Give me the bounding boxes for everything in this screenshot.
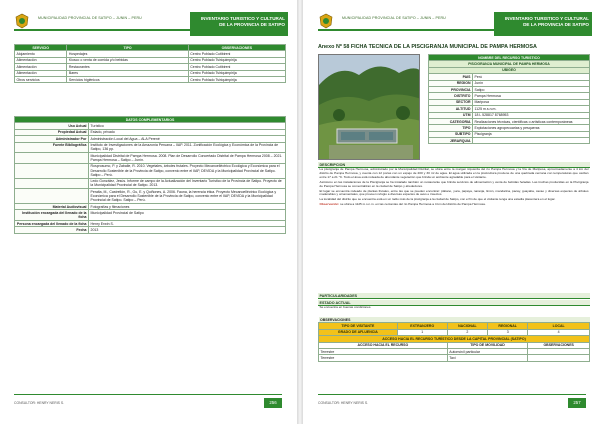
header-title-line1: INVENTARIO TURISTICO Y CULTURAL <box>504 16 589 21</box>
table-cell: Centro Poblado Cutibireni <box>188 64 285 70</box>
table-cell: Terrestre <box>319 355 448 361</box>
table-cell: Hospedajes <box>67 51 188 57</box>
header-rule <box>14 29 190 31</box>
field-value: Realizaciones técnicas, científicas o artísticas contemporáneas <box>473 118 590 124</box>
visitor-col-header: LOCAL <box>528 323 590 329</box>
field-value: Junín <box>473 80 590 86</box>
field-label: JERARQUIA <box>429 138 473 144</box>
note-text: se ubica a 1125 m.s.n.m. en las cercanías del río Pampa Hermosa a 4 km del distrito de Pampa Hermosa. <box>340 201 486 206</box>
field-value: Instituto de Investigaciones de la Amazonía Peruana – IIAP. 2011. Zonificación Ecológica y Económica de la Provincia de Satipo, 136 pp. <box>89 142 286 153</box>
field-label <box>15 153 89 164</box>
table-cell: 4 <box>528 329 590 335</box>
page-header <box>14 12 288 40</box>
field-label: Propiedad Actual <box>15 129 89 135</box>
description-note <box>318 202 590 207</box>
complementary-data-header: DATOS COMPLEMENTARIOS <box>15 117 286 123</box>
particularities-block <box>318 293 590 299</box>
field-label <box>15 163 89 178</box>
field-label: DISTRITO <box>429 93 473 99</box>
fish-farm-photo <box>318 54 420 160</box>
table-row <box>15 153 286 164</box>
municipality-name: MUNICIPALIDAD PROVINCIAL DE SATIPO – JUNIN – PERU <box>38 16 142 20</box>
field-label: SECTOR <box>429 99 473 105</box>
municipality-name: MUNICIPALIDAD PROVINCIAL DE SATIPO – JUNIN – PERU <box>342 16 446 20</box>
field-value: Ledo González, Jesús. Informe de campo de la Actualización del Inventario Turístico de la Provincia de Satipo. Proyecto de la Municipalidad Provincial de Satipo. 2013. <box>89 178 286 189</box>
table-cell: Restaurantes <box>67 64 188 70</box>
field-label: PAIS <box>429 74 473 80</box>
field-label <box>15 178 89 189</box>
header-title-line1: INVENTARIO TURISTICO Y CULTURAL <box>200 16 285 21</box>
field-label: CATEGORIA <box>429 118 473 124</box>
table-cell: 1 <box>397 329 447 335</box>
field-label: Persona encargada del llenado de la ficha <box>15 220 89 226</box>
header-title-box <box>494 12 592 36</box>
table-cell: Automóvil particular <box>447 348 528 354</box>
consultant-credit: CONSULTOR: HENRY NERIS S. <box>14 401 65 405</box>
table-row <box>15 178 286 189</box>
field-value: Turístico <box>89 123 286 129</box>
description-paragraph: La piscigranja de Pampa Hermosa, administrado por la Municipalidad Distrital, se ubica entre la margen izquierda del río Pampa Hermosa y la Vía de Mariposa, aproximadamente a 4 km del distrito de Pampa Hermosa, y cuenta con 12 pozas con un espejo de 200 y 30 m² de agua. El agua utilizada en la piscicultura proviene de una quebrada cercana con temperaturas que oscilan entre 17 a 21 °C. Todo el área está rodeada de abundante vegetación que brinda un ambiente agradable para el visitante. <box>319 167 589 180</box>
table-row <box>15 142 286 153</box>
page-header <box>318 12 592 40</box>
table-cell: Centro Poblado Tsiriquimpirija <box>188 76 285 82</box>
landscape-photo-icon <box>319 55 420 160</box>
page-footer <box>318 394 586 408</box>
field-value: Rosprosumo, P. y Zaballe, R. 2010. Vegetales, árboles frutales. Proyecto Mecanoelléctrico Ecológica y Económica para el Desarrollo Sostenible de la Provincia de Satipo, convenio entre el IIAP, DEVIDA y la Municipalidad Provincial de Satipo. Satipo – Perú. <box>89 163 286 178</box>
description-block <box>318 162 590 272</box>
field-label: UTM <box>429 112 473 118</box>
table-cell: Kiosco o venta de comida y/o bebidas <box>67 57 188 63</box>
services-col-header: TIPO <box>67 45 188 51</box>
field-value: Administración Local del Agua – ALA Perené <box>89 136 286 142</box>
state-header: ESTADO ACTUAL <box>318 300 590 306</box>
visitor-col-header: EXTRANJERO <box>397 323 447 329</box>
field-value: Pampa Hermosa <box>473 93 590 99</box>
description-paragraph: La localidad del distrito que se encuentra está en un radio más de la piscigranja a la ciudad de Satipo, con el fin de que el visitante tenga una estadía placentera en el lugar. <box>319 197 556 202</box>
field-value <box>473 138 590 144</box>
table-cell <box>528 355 590 361</box>
page-number: 257 <box>568 398 586 408</box>
field-value: Henry Erwin S. <box>89 220 286 226</box>
header-title-line2: DE LA PROVINCIA DE SATIPO <box>219 22 285 27</box>
services-col-header: OBSERVACIONES <box>188 45 285 51</box>
services-col-header: SERVICIO <box>15 45 67 51</box>
table-cell: 3 <box>488 329 528 335</box>
table-cell: Centro Poblado Cutibireni <box>188 51 285 57</box>
consultant-credit: CONSULTOR: HENRY NERIS S. <box>318 401 369 405</box>
municipality-logo-icon <box>14 13 30 29</box>
field-label: Fecha <box>15 227 89 233</box>
table-cell: Alimentación <box>15 70 67 76</box>
table-cell: Alojamiento <box>15 51 67 57</box>
field-label: Administrador Por <box>15 136 89 142</box>
sheet-title: Anexo Nº 58 FICHA TECNICA DE LA PISCIGRANJA MUNICIPAL DE PAMPA HERMOSA <box>318 44 537 50</box>
table-cell: Bares <box>67 70 188 76</box>
resource-name: PISCIGRANJA MUNICIPAL DE PAMPA HERMOSA <box>429 61 590 67</box>
field-value: 18 L 528817 8768953 <box>473 112 590 118</box>
state-block <box>318 300 590 310</box>
left-page <box>0 0 296 424</box>
table-cell: Taxi <box>447 355 528 361</box>
field-value: Municipalidad Provincial de Satipo <box>89 210 286 221</box>
table-row <box>15 227 286 233</box>
visitor-col-header: NACIONAL <box>447 323 487 329</box>
field-label: Material Audiovisual <box>15 203 89 209</box>
table-cell: Centro Poblado Tsiriquimpirija <box>188 57 285 63</box>
field-value: Peralta, M., Castrellón, R., Gu, E. y Quiñones, A. 2006. Fauna, la herencia ética. Proyecto Mecanoelléctrico Ecológica y Económica para el Desarrollo Sostenible de la Provincia de Satipo, convenio entre el IIAP, DEVIDA y la Municipalidad Provincial de Satipo. Satipo – Perú. <box>89 189 286 204</box>
access-header: ACCESO HACIA EL RECURSO TURÍSTICO DESDE LA CAPITAL PROVINCIAL (SATIPO) <box>319 336 590 342</box>
field-value: 1125 m.s.n.m. <box>473 106 590 112</box>
field-label: ALTITUD <box>429 106 473 112</box>
table-cell: Alimentación <box>15 64 67 70</box>
field-label: REGION <box>429 80 473 86</box>
table-cell: GRADO DE AFLUENCIA <box>319 329 398 335</box>
field-label: PROVINCIA <box>429 86 473 92</box>
field-value: Explotaciones agropecuarias y pesqueras <box>473 125 590 131</box>
visitor-col-header: REGIONAL <box>488 323 528 329</box>
observations-table <box>318 317 590 362</box>
visitor-col-header: TIPO DE VISITANTE <box>319 323 398 329</box>
description-paragraph: Asimismo en las instalaciones de la Piscigranja se ha instalado también un restaurante que brinda servicios de alimentación y venta de bebidas heladas. Las truchas producidas en la Piscigranja de Pampa Hermosa se comercializan en la ciudad de Satipo y alrededores. <box>319 179 589 188</box>
particularities-header: PARTICULARIDADES <box>318 293 590 299</box>
table-cell: Alimentación <box>15 57 67 63</box>
ubigeo-header: UBIGEO <box>429 67 590 73</box>
field-label: Uso Actual <box>15 123 89 129</box>
access-col-header: ACCESO HACIA EL RECURSO <box>319 342 448 348</box>
table-row <box>15 210 286 221</box>
header-title-line2: DE LA PROVINCIA DE SATIPO <box>523 22 589 27</box>
table-cell: Servicios higiénicos <box>67 76 188 82</box>
state-value: Se encuentra en buenas condiciones. <box>319 305 372 310</box>
description-paragraph: El lugar se encuentra rodeado de plantas frutales, entre las que se pueden encontrar: plátano, yuca, papaya, naranja, limón, mandarina, pacay, guayaba, cacao y diversas especies de árboles maderables y ornamentales, que proveen refugio a diversas especies de aves e insectos. <box>319 188 589 197</box>
field-value: 2013 <box>89 227 286 233</box>
access-col-header: OBSERVACIONES <box>528 342 590 348</box>
field-value: Perú <box>473 74 590 80</box>
description-header: DESCRIPCION <box>318 162 590 168</box>
field-value: Estado, privado <box>89 129 286 135</box>
table-row <box>15 76 286 82</box>
table-cell: Otros servicios <box>15 76 67 82</box>
table-cell: 2 <box>447 329 487 335</box>
field-label <box>15 189 89 204</box>
observations-header: OBSERVACIONES <box>319 317 590 323</box>
field-value: Municipalidad Distrital de Pampa Hermosa. 2008. Plan de Desarrollo Concertado Distrital de Pampa Hermosa 2008 – 2021. Pampa Hermosa – Satipo – Junín. <box>89 153 286 164</box>
table-row <box>429 138 590 144</box>
field-label: SUBTIPO <box>429 131 473 137</box>
right-page <box>304 0 600 424</box>
field-value: Piscigranja <box>473 131 590 137</box>
complementary-data-table <box>14 116 286 234</box>
access-col-header: TIPO DE MOVILIDAD <box>447 342 528 348</box>
table-cell: Centro Poblado Tsiriquimpirija <box>188 70 285 76</box>
note-label: Observación: <box>319 201 340 206</box>
header-rule <box>318 29 494 31</box>
table-row <box>319 355 590 361</box>
field-value: Mariposa <box>473 99 590 105</box>
table-cell: Terrestre <box>319 348 448 354</box>
field-label: Fuente Bibliográfica <box>15 142 89 153</box>
field-value: Satipo <box>473 86 590 92</box>
page-number: 256 <box>264 398 282 408</box>
field-value: Fotografías y filmaciones <box>89 203 286 209</box>
resource-info-table <box>428 54 590 144</box>
page-fold <box>297 0 303 424</box>
page-footer <box>14 394 282 408</box>
field-label: TIPO <box>429 125 473 131</box>
field-label: Institución encargada del llenado de la ficha <box>15 210 89 221</box>
header-title-box <box>190 12 288 36</box>
municipality-logo-icon <box>318 13 334 29</box>
services-table <box>14 44 286 83</box>
table-row <box>15 189 286 204</box>
table-row <box>15 163 286 178</box>
resource-name-header: NOMBRE DEL RECURSO TURISTICO <box>429 55 590 61</box>
